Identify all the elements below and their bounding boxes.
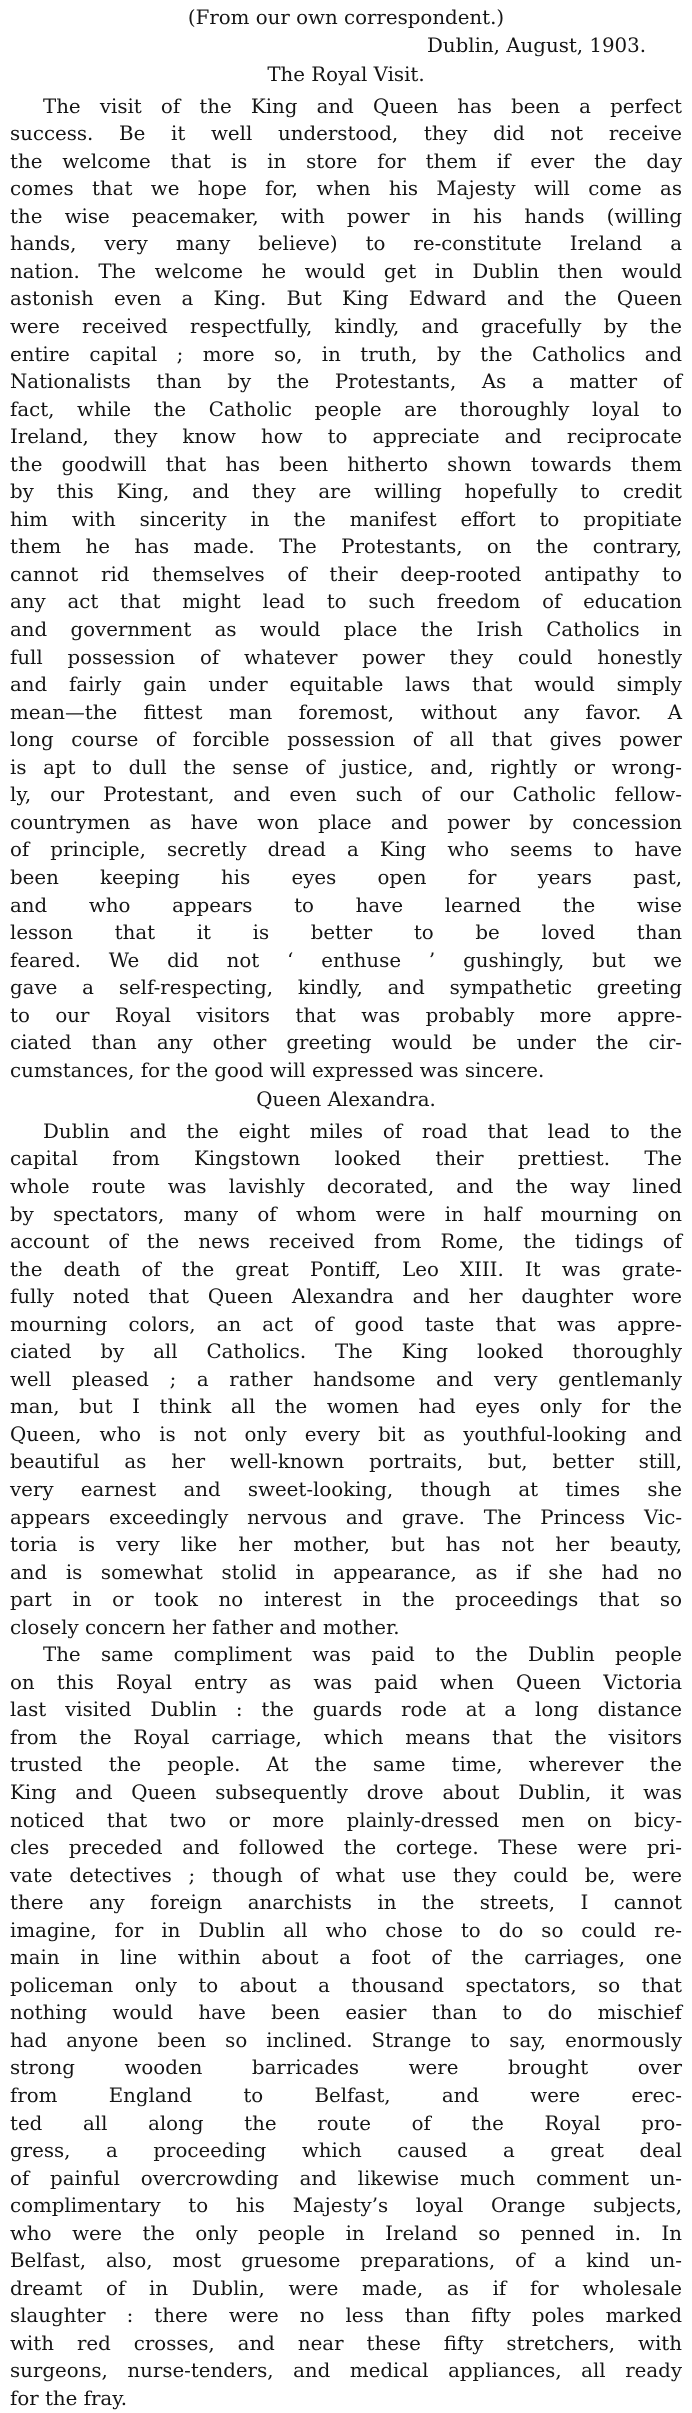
text-line: who were the only people in Ireland so penned in. In	[10, 2221, 682, 2245]
text-line: ly, our Protestant, and even such of our Catholic fellow-	[10, 783, 682, 807]
text-line: countrymen as have won place and power by concession	[10, 810, 682, 834]
text-line: mean—the fittest man foremost, without any favor. A	[10, 700, 682, 724]
text-line: noticed that two or more plainly-dressed men on bicy-	[10, 1808, 682, 1832]
text-line: vate detectives ; though of what use they could be, were	[10, 1863, 682, 1887]
text-line: on this Royal entry as was paid when Queen Victoria	[10, 1670, 682, 1694]
text-line: from England to Belfast, and were erec-	[10, 2084, 682, 2108]
text-line: with red crosses, and near these fifty stretchers, with	[10, 2331, 682, 2355]
text-line: cumstances, for the good will expressed was sincere.	[10, 1058, 545, 1082]
text-line: hands, very many believe) to re-constitute Ireland a	[10, 232, 682, 256]
text-line: the wise peacemaker, with power in his hands (willing	[10, 204, 682, 228]
text-line: there any foreign anarchists in the streets, I cannot	[10, 1891, 682, 1915]
text-line: and is somewhat stolid in appearance, as if she had no	[10, 1560, 682, 1584]
text-line: main in line within about a foot of the carriages, one	[10, 1946, 682, 1970]
text-line: from the Royal carriage, which means that the visitors	[10, 1725, 682, 1749]
text-line: very earnest and sweet-looking, though at times she	[10, 1477, 682, 1501]
text-line: closely concern her father and mother.	[10, 1615, 400, 1639]
text-line: been keeping his eyes open for years past,	[10, 865, 682, 889]
text-line: The visit of the King and Queen has been a perfect	[43, 94, 682, 118]
text-line: fully noted that Queen Alexandra and her daughter wore	[10, 1285, 682, 1309]
text-line: strong wooden barricades were brought over	[10, 2056, 682, 2080]
text-line: comes that we hope for, when his Majesty will come as	[10, 177, 682, 201]
correspondent-credit: (From our own correspondent.)	[187, 6, 505, 29]
text-line: gress, a proceeding which caused a great deal	[10, 2139, 682, 2163]
text-line: toria is very like her mother, but has not her beauty,	[10, 1533, 682, 1557]
text-line: ciated by all Catholics. The King looked thoroughly	[10, 1340, 682, 1364]
text-line: of principle, secretly dread a King who seems to have	[10, 838, 682, 862]
text-line: and fairly gain under equitable laws that would simply	[10, 673, 682, 697]
paragraph	[10, 1641, 682, 2412]
text-line: mourning colors, an act of good taste that was appre-	[10, 1312, 682, 1336]
text-line: lesson that it is better to be loved than	[10, 921, 682, 945]
text-line: complimentary to his Majesty’s loyal Orange subjects,	[10, 2194, 682, 2218]
text-line: the goodwill that has been hitherto shown towards them	[10, 452, 682, 476]
text-line: whole route was lavishly decorated, and the way lined	[10, 1174, 682, 1198]
text-line: ciated than any other greeting would be under the cir-	[10, 1031, 682, 1055]
text-line: the welcome that is in store for them if ever the day	[10, 149, 682, 173]
text-line: dreamt of in Dublin, were made, as if for wholesale	[10, 2276, 682, 2300]
text-line: nation. The welcome he would get in Dublin then would	[10, 259, 682, 283]
text-line: man, but I think all the women had eyes only for the	[10, 1395, 682, 1419]
text-line: cannot rid themselves of their deep-rooted antipathy to	[10, 562, 682, 586]
text-line: success. Be it well understood, they did not receive	[10, 122, 682, 146]
text-line: account of the news received from Rome, the tidings of	[10, 1230, 682, 1254]
text-line: astonish even a King. But King Edward and the Queen	[10, 287, 682, 311]
text-line: Belfast, also, most gruesome preparations, of a kind un-	[10, 2249, 682, 2273]
text-line: them he has made. The Protestants, on the contrary,	[10, 535, 682, 559]
text-line: entire capital ; more so, in truth, by the Catholics and	[10, 342, 682, 366]
text-line: nothing would have been easier than to do mischief	[10, 2001, 682, 2025]
text-line: capital from Kingstown looked their prettiest. The	[10, 1147, 682, 1171]
text-line: and government as would place the Irish Catholics in	[10, 618, 682, 642]
text-line: part in or took no interest in the proceedings that so	[10, 1588, 682, 1612]
text-line: appears exceedingly nervous and grave. The Princess Vic-	[10, 1505, 682, 1529]
text-line: were received respectfully, kindly, and gracefully by the	[10, 315, 682, 339]
text-line: by spectators, many of whom were in half mourning on	[10, 1202, 682, 1226]
text-line: long course of forcible possession of all that gives power	[10, 728, 682, 752]
text-line: any act that might lead to such freedom of education	[10, 590, 682, 614]
text-line: cles preceded and followed the cortege. These were pri-	[10, 1836, 682, 1860]
text-line: beautiful as her well-known portraits, but, better still,	[10, 1450, 682, 1474]
text-line: Dublin and the eight miles of road that lead to the	[43, 1119, 682, 1143]
paragraph	[10, 93, 682, 1085]
dateline: Dublin, August, 1903.	[427, 33, 646, 57]
text-line: the death of the great Pontiff, Leo XIII. It was grate-	[10, 1257, 682, 1281]
text-line: had anyone been so inclined. Strange to say, enormously	[10, 2028, 682, 2052]
text-line: Ireland, they know how to appreciate and reciprocate	[10, 425, 682, 449]
text-line: of painful overcrowding and likewise much comment un-	[10, 2166, 682, 2190]
text-line: last visited Dublin : the guards rode at a long distance	[10, 1698, 682, 1722]
text-line: surgeons, nurse-tenders, and medical appliances, all ready	[10, 2359, 682, 2383]
text-line: fact, while the Catholic people are thoroughly loyal to	[10, 397, 682, 421]
text-line: slaughter : there were no less than fifty poles marked	[10, 2304, 682, 2328]
section-heading: The Royal Visit.	[267, 63, 425, 87]
text-line: imagine, for in Dublin all who chose to do so could re-	[10, 1918, 682, 1942]
text-line: King and Queen subsequently drove about Dublin, it was	[10, 1781, 682, 1804]
text-line: for the fray.	[10, 2387, 128, 2411]
paragraph	[10, 1118, 682, 1641]
text-line: Nationalists than by the Protestants, As a matter of	[10, 370, 682, 394]
text-line: gave a self-respecting, kindly, and sympathetic greeting	[10, 976, 682, 1000]
text-line: full possession of whatever power they could honestly	[10, 645, 682, 669]
article-body	[10, 61, 682, 2412]
text-line: well pleased ; a rather handsome and very gentlemanly	[10, 1367, 682, 1391]
text-line: trusted the people. At the same time, wherever the	[10, 1753, 682, 1777]
section-heading: Queen Alexandra.	[256, 1088, 436, 1112]
text-line: to our Royal visitors that was probably more appre-	[10, 1003, 682, 1027]
text-line: The same compliment was paid to the Dublin people	[43, 1643, 682, 1667]
text-line: feared. We did not ‘ enthuse ’ gushingly, but we	[10, 948, 682, 972]
text-line: him with sincerity in the manifest effort to propitiate	[10, 507, 682, 531]
text-line: by this King, and they are willing hopefully to credit	[10, 480, 682, 504]
text-line: Queen, who is not only every bit as youthful-looking and	[10, 1422, 682, 1446]
text-line: and who appears to have learned the wise	[10, 893, 682, 917]
text-line: ted all along the route of the Royal pro-	[10, 2111, 682, 2135]
text-line: policeman only to about a thousand spectators, so that	[10, 1973, 682, 1997]
text-line: is apt to dull the sense of justice, and, rightly or wrong-	[10, 755, 682, 779]
